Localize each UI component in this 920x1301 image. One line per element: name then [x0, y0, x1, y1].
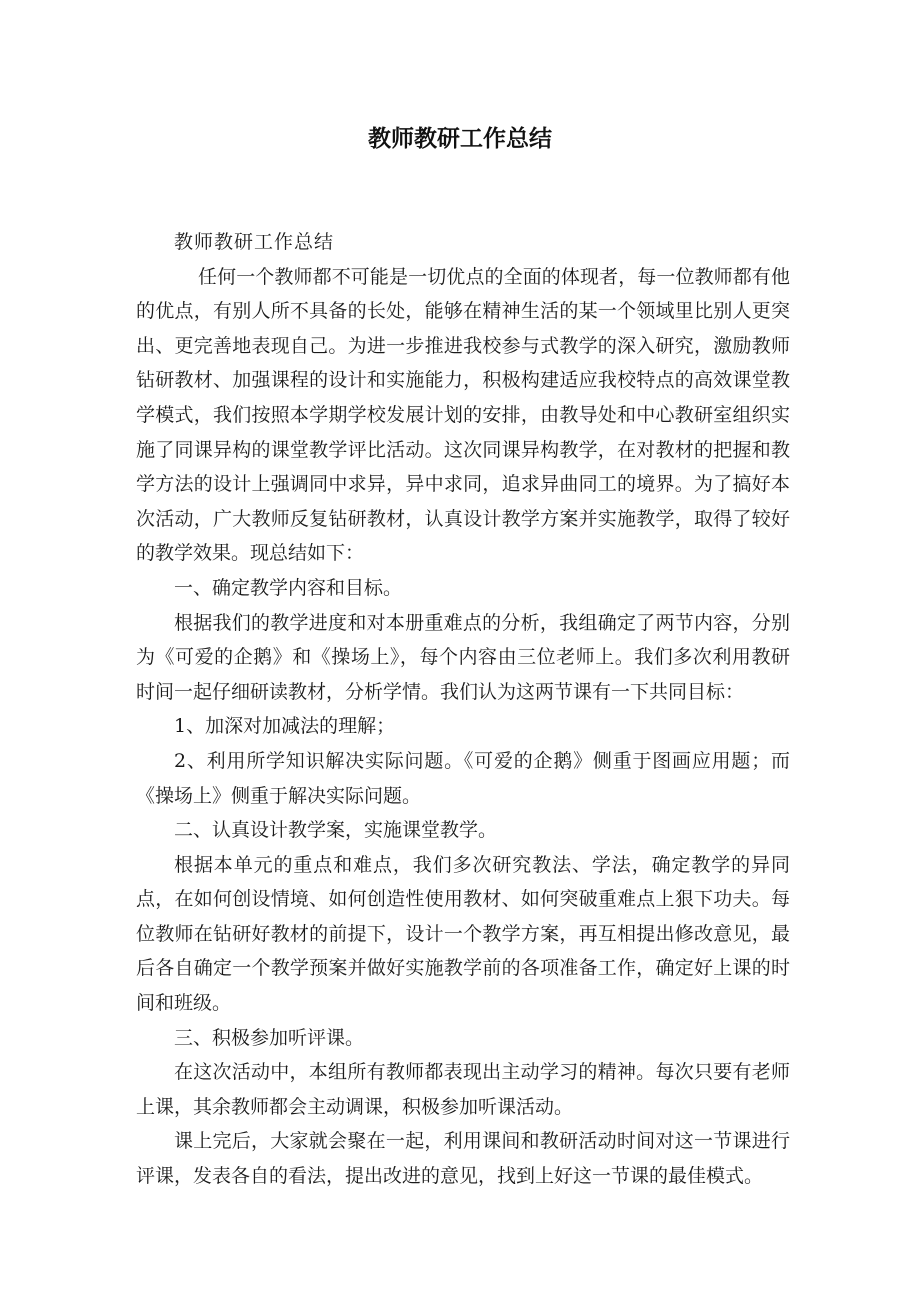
document-title: 教师教研工作总结: [368, 126, 552, 152]
paragraph: 在这次活动中，本组所有教师都表现出主动学习的精神。每次只要有老师上课，其余教师都会主动调课，积极参加听课活动。: [136, 1061, 790, 1118]
document-subtitle: 教师教研工作总结: [174, 231, 335, 253]
paragraph: 任何一个教师都不可能是一切优点的全面的体现者，每一位教师都有他的优点，有别人所不具备的长处，能够在精神生活的某一个领域里比别人更突出、更完善地表现自己。为进一步推进我校参与式教学的深入研究，激励教师钻研教材、加强课程的设计和实施能力，积极构建适应我校特点的高效课堂教学模式，我们按照本学期学校发展计划的安排，由教导处和中心教研室组织实施了同课异构的课堂教学评比活动。这次同课异构教学，在对教材的把握和教学方法的设计上强调同中求异，异中求同，追求异曲同工的境界。为了搞好本次活动，广大教师反复钻研教材，认真设计教学方案并实施教学，取得了较好的教学效果。现总结如下：: [136, 265, 790, 565]
list-item: 1、加深对加减法的理解；: [174, 715, 396, 738]
section-heading: 二、认真设计教学案，实施课堂教学。: [174, 819, 498, 842]
section-heading: 一、确定教学内容和目标。: [174, 576, 403, 599]
paragraph: 根据本单元的重点和难点，我们多次研究教法、学法，确定教学的异同点，在如何创设情境、如何创造性使用教材、如何突破重难点上狠下功夫。每位教师在钻研好教材的前提下，设计一个教学方案，再互相提出修改意见，最后各自确定一个教学预案并做好实施教学前的各项准备工作，确定好上课的时间和班级。: [136, 853, 790, 1015]
document-body: [136, 225, 790, 1194]
paragraph: 根据我们的教学进度和对本册重难点的分析，我组确定了两节内容，分别为《可爱的企鹅》和《操场上》，每个内容由三位老师上。我们多次利用教研时间一起仔细研读教材，分析学情。我们认为这两节课有一下共同目标：: [136, 611, 790, 703]
list-item: 2、利用所学知识解决实际问题。《可爱的企鹅》侧重于图画应用题；而《操场上》侧重于解决实际问题。: [136, 749, 790, 807]
paragraph: 课上完后，大家就会聚在一起，利用课间和教研活动时间对这一节课进行评课，发表各自的看法，提出改进的意见，找到上好这一节课的最佳模式。: [136, 1130, 790, 1188]
section-heading: 三、积极参加听评课。: [174, 1026, 365, 1049]
